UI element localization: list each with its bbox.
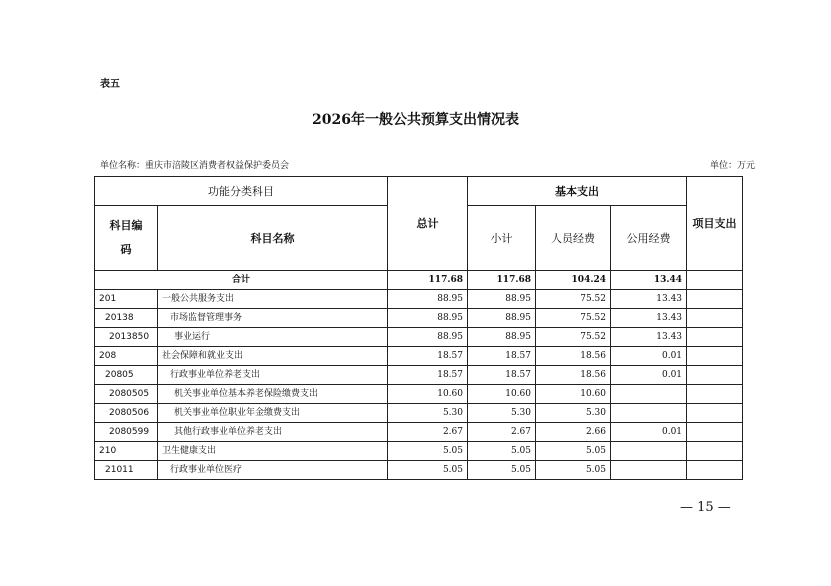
row-public: 0.01 [611,347,687,366]
row-personnel: 75.52 [536,328,611,347]
row-public: 0.01 [611,423,687,442]
row-personnel: 5.05 [536,442,611,461]
table-row [95,461,743,480]
page-number: — 15 — [680,500,731,515]
row-total: 88.95 [388,290,468,309]
row-public [611,461,687,480]
col-basic: 基本支出 [468,177,687,206]
row-public [611,404,687,423]
col-total: 总计 [388,177,468,271]
col-project: 项目支出 [687,177,743,271]
row-code: 20805 [95,366,158,385]
row-name: 行政事业单位养老支出 [158,366,388,385]
row-subtotal: 5.05 [468,442,536,461]
row-project [687,404,743,423]
row-code: 210 [95,442,158,461]
table-row [95,442,743,461]
total-personnel: 104.24 [536,271,611,290]
table-row [95,309,743,328]
row-subtotal: 18.57 [468,366,536,385]
table-row [95,290,743,309]
row-name: 行政事业单位医疗 [158,461,388,480]
total-project [687,271,743,290]
row-project [687,461,743,480]
col-code-line1: 科目编 [109,219,143,232]
table-row [95,366,743,385]
row-public: 13.43 [611,328,687,347]
row-project [687,442,743,461]
money-unit: 单位：万元 [710,161,756,171]
row-public [611,442,687,461]
row-total: 5.30 [388,404,468,423]
table-row [95,328,743,347]
row-public: 13.43 [611,309,687,328]
row-total: 18.57 [388,347,468,366]
row-name: 其他行政事业单位养老支出 [158,423,388,442]
row-public [611,385,687,404]
row-name: 一般公共服务支出 [158,290,388,309]
row-subtotal: 2.67 [468,423,536,442]
row-name: 机关事业单位职业年金缴费支出 [158,404,388,423]
row-personnel: 75.52 [536,309,611,328]
col-subtotal: 小计 [468,206,536,271]
row-personnel: 5.30 [536,404,611,423]
row-total: 88.95 [388,328,468,347]
row-code: 208 [95,347,158,366]
row-subtotal: 88.95 [468,309,536,328]
col-personnel: 人员经费 [536,206,611,271]
row-name: 事业运行 [158,328,388,347]
budget-table [94,176,743,480]
row-total: 5.05 [388,461,468,480]
row-project [687,366,743,385]
row-name: 机关事业单位基本养老保险缴费支出 [158,385,388,404]
row-personnel: 18.56 [536,366,611,385]
row-name: 市场监督管理事务 [158,309,388,328]
row-public: 0.01 [611,366,687,385]
row-code: 2080505 [95,385,158,404]
total-row [95,271,743,290]
unit-name: 单位名称：重庆市涪陵区消费者权益保护委员会 [100,161,290,171]
row-project [687,290,743,309]
row-personnel: 75.52 [536,290,611,309]
total-subtotal: 117.68 [468,271,536,290]
row-personnel: 2.66 [536,423,611,442]
col-func-class: 功能分类科目 [95,177,388,206]
row-total: 2.67 [388,423,468,442]
row-subtotal: 10.60 [468,385,536,404]
row-project [687,309,743,328]
page-title: 2026年一般公共预算支出情况表 [312,112,519,128]
row-project [687,423,743,442]
col-name: 科目名称 [158,206,388,271]
row-code: 2080599 [95,423,158,442]
table-row [95,385,743,404]
total-total: 117.68 [388,271,468,290]
row-total: 10.60 [388,385,468,404]
row-code: 21011 [95,461,158,480]
col-code [95,206,158,271]
col-code-line2: 码 [120,243,132,256]
row-subtotal: 18.57 [468,347,536,366]
row-name: 社会保障和就业支出 [158,347,388,366]
row-code: 20138 [95,309,158,328]
row-subtotal: 5.30 [468,404,536,423]
row-code: 201 [95,290,158,309]
table-row [95,423,743,442]
row-personnel: 18.56 [536,347,611,366]
table-label: 表五 [100,79,120,90]
col-public: 公用经费 [611,206,687,271]
row-subtotal: 5.05 [468,461,536,480]
row-project [687,385,743,404]
table-row [95,347,743,366]
row-total: 18.57 [388,366,468,385]
row-project [687,347,743,366]
row-subtotal: 88.95 [468,328,536,347]
row-personnel: 10.60 [536,385,611,404]
row-total: 5.05 [388,442,468,461]
row-total: 88.95 [388,309,468,328]
total-label: 合计 [95,271,388,290]
row-public: 13.43 [611,290,687,309]
row-name: 卫生健康支出 [158,442,388,461]
table-row [95,404,743,423]
header-row-1 [95,177,743,206]
row-code: 2013850 [95,328,158,347]
row-personnel: 5.05 [536,461,611,480]
row-code: 2080506 [95,404,158,423]
row-subtotal: 88.95 [468,290,536,309]
total-public: 13.44 [611,271,687,290]
row-project [687,328,743,347]
